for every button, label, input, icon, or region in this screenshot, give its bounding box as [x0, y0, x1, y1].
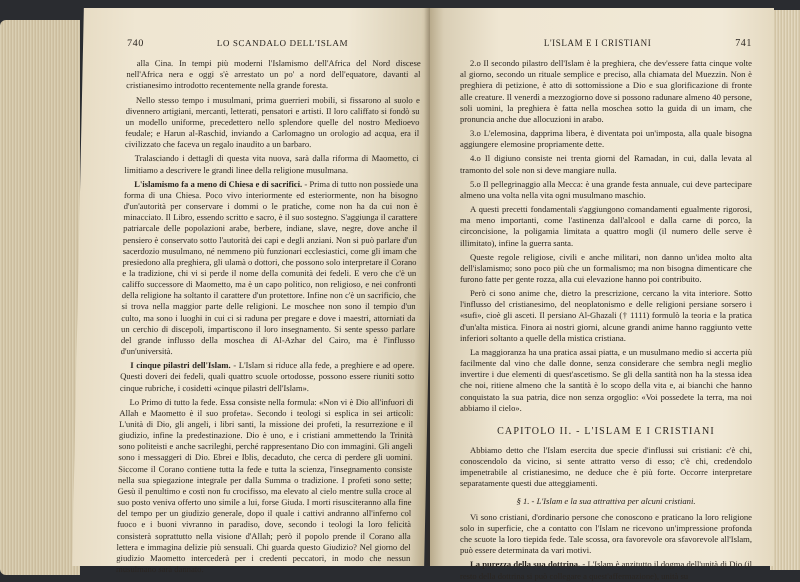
paragraph-subsection: [120, 360, 415, 393]
page-edges-right: [770, 10, 800, 570]
paragraph: Tralasciando i dettagli di questa vita nuova, sarà dalla riforma di Maometto, ci limitiamo a descrivere le grandi linee della religione musulmana.: [124, 153, 419, 175]
paragraph-subsection: [121, 179, 419, 358]
paragraph: Queste regole religiose, civili e anche militari, non danno un'idea molto alta dell'islamismo; sono poco più che un formalismo; ma non bisogna dimenticare che furono fatte per gente rozza, alla cui elevazione hanno poi contribuito.: [460, 251, 752, 284]
page-edges-left: [0, 20, 80, 575]
running-head: [127, 38, 421, 49]
subsection-title: L'islamismo fa a meno di Chiesa e di sacrifici.: [134, 178, 303, 189]
paragraph: La maggioranza ha una pratica assai piatta, e un musulmano medio si accerta più facilmente dal vino che dalle donne, senza considerare che sembra negli meglio invertire i due elementi di quest'ascetismo. Se gli della santità non ha la stessa idea che noi, ritiene almeno che la santità è lo scopo della vita e, ai bianchi che hanno conquistato la sua patria, dice non senza orgoglio: «Voi possedete la terra, ma noi abbiamo il cielo».: [460, 346, 752, 413]
header-title: LO SCANDALO DELL'ISLAM: [216, 38, 349, 48]
subsection-text: - L'Islam si riduce alla fede, a preghiere e ad opere. Questi doveri dei fedeli, quali quattro scuole ortodosse, possono essere riuniti sotto cinque rubriche, i cosidetti «cinque pilastri dell'Islam».: [119, 360, 415, 393]
subsection-text: - Prima di tutto non possiede una forma di una Chiesa. Poco vivo interiormente ed esteriormente, non ha bisogno d'un'autorità per conservare i dommi o le pratiche, come non ha da cui non è minacciato. Il Libro, essendo scritto e sacro, è il suo sostegno. S'aggiunga il carattere patriarcale delle popolazioni arabe, berbere, indiane, slave, negre, dove anche il pensiero è conservato sotto l'autorità dei capi e degli anziani. Non si può parlare d'un sacerdozio musulmano, né nemmeno più funzionari ecclesiastici, come gli imam che presiedono alla preghiera, gli ulamà o dottori, che possono solo interpretare il Corano e la tradizione, chi vi si perde il nome della comunità dei fedeli. E vero che c'è un califfo successore di Maometto, ma è un capo politico, non religioso, e nei confronti della religione ha soltanto il carattere d'un protettore. Infine non c'è un sacrificio, che si trova nella maggior parte delle religioni. Le moschee non sono il tempio d'un culto, ma sono i luoghi in cui ci si raduna per pregare e dove i maestri, attorniati da un cerchio di discepoli, impartiscono il loro insegnamento. Si sente spesso parlare del grande influsso della moschea di Al-Azhar del Cairo, ma è l'influsso d'un'università.: [120, 178, 419, 357]
section-title-text: § 1. - L'Islam e la sua attrattiva per alcuni cristiani.: [516, 495, 696, 506]
subsection-text: - L'Islam è anzitutto il dogma dell'unità di Dio (il resto della dottrina si può collegare a quest'affermazione), unità su: [460, 559, 752, 581]
left-page: [72, 8, 436, 575]
paragraph: 4.o Il digiuno consiste nei trenta giorni del Ramadan, in cui, dalla levata al tramonto del sole non si deve mangiare nulla.: [460, 153, 752, 175]
section-title: [460, 496, 752, 507]
page-number: 741: [735, 38, 752, 49]
paragraph: Abbiamo detto che l'Islam esercita due specie d'influssi sui cristiani: c'è chi, conoscendolo da vicino, si sente attratto verso di esso; c'è chi, credendolo impenetrabile al cristianesimo, ne deduce che è più forte. Occorre interpretare separatamente questi due atteggiamenti.: [460, 445, 752, 489]
paragraph: Nello stesso tempo i musulmani, prima guerrieri mobili, si fissarono al suolo e divennero artigiani, mercanti, letterati, pensatori e artisti. Il loro califfato si fondò su un modello uniforme, precedettero nello splendore quelle del nostro Medioevo feudale; e Harun al-Raschid, inviando a Carlomagno un orologio ad acqua, era il civilizzato che faceva un regalo inaudito a un barbaro.: [124, 94, 421, 150]
paragraph: Però ci sono anime che, dietro la prescrizione, cercano la vita interiore. Sotto l'influsso del cristianesimo, del neoplatonismo e delle religioni persiane sorsero i «sufi», cioè gli asceti. Il persiano Al-Ghazali († 1111) formulò la teoria e la pratica d'un'alta mistica. Finora ai nostri giorni, alcune grandi anime hanno raggiunto vette inferiori soltanto a quelle della mistica cristiana.: [460, 288, 752, 343]
paragraph: Lo Primo di tutto la fede. Essa consiste nella formula: «Non vi è Dio all'infuori di Allah e Maometto è il suo profeta». Secondo i teologi si esplica in sei articoli: L'unità di Dio, gli angeli, i libri santi, la missione dei profeti, la resurrezione e il giudizio, infine la predestinazione. Dio è uno, e i cristiani ammettendo la Trinità sono politeisti e anche sacrileghi, perché rappresentano Dio con immagini. Gli angeli sono i messaggeri di Dio. Ebrei e Iblis, decaduto, che cerca di perdere gli uomini. Siccome il Corano contiene tutta la fede e tutta la scienza, l'insegnamento consiste nella sua spiegazione integrale per dalla Summa o tradizione. I profeti sono sette; Gesù il penultimo e costì non fu crocifisso, ma elevato al cielo mentre sulla croce al suo posto veniva offerto uno simile a lui, forse Giuda. I morti risusciteranno alla fine del tempo per un giudizio generale, dopo il quale i cattivi andranno all'inferno col fuoco e i buoni vivranno in paradiso, dove, secondo i teologi la loro felicità consisterà soprattutto nella visione d'Allah; però il popolo prende il Corano alla lettera e immagina delizie più sensuali. Chi guarda questo Giudizio? Nel giorno del giudizio Maometto intercederà per i credenti peccatori, in modo che nessun musulmano sarà dannato.: [115, 396, 414, 575]
paragraph-subsection: [460, 559, 752, 581]
running-head: [460, 38, 752, 49]
subsection-title: La purezza della sua dottrina.: [470, 559, 581, 570]
paragraph: alla Cina. In tempi più moderni l'Islamismo dell'Africa del Nord discese nell'Africa nera e oggi s'è arrestato un po' a nord dell'equatore, davanti al cristianesimo introdotto recentemente nella grande foresta.: [126, 58, 421, 91]
paragraph: 3.o L'elemosina, dapprima libera, è diventata poi un'imposta, alla quale bisogna aggiungere elemosine propriamente dette.: [460, 128, 752, 150]
paragraph: Vi sono cristiani, d'ordinario persone che conoscono e praticano la loro religione solo in superficie, che a contatto con l'Islam ne ricevono un'impressione profonda che scuote la loro tiepida fede. Tale scossa, ora favorevole ora sfavorevole all'Islam, può essere determinata da vari motivi.: [460, 511, 752, 556]
subsection-title: I cinque pilastri dell'Islam.: [130, 360, 231, 371]
paragraph: 2.o Il secondo pilastro dell'Islam è la preghiera, che dev'essere fatta cinque volte al giorno, secondo un rituale semplice e preciso, alla chiamata del Muezzin. Non è preghiera di petizione, è atto di sottomissione a Dio e sua glorificazione di fronte alle creature. Il venerdì a mezzogiorno dove si possono radunare almeno 40 persone, soli uomini, la preghiera è fatta nella moschea sotto la guida di un imam, che pronuncia anche due allocuzioni in arabo.: [460, 58, 752, 124]
paragraph: 5.o Il pellegrinaggio alla Mecca: è una grande festa annuale, cui deve partecipare almeno una volta nella vita ogni musulmano maschio.: [460, 178, 752, 200]
header-title: L'ISLAM E I CRISTIANI: [543, 38, 652, 48]
page-number: 740: [126, 38, 145, 49]
right-page: [430, 8, 774, 581]
chapter-title: CAPITOLO II. - L'ISLAM E I CRISTIANI: [497, 425, 715, 437]
paragraph: A questi precetti fondamentali s'aggiungono comandamenti egualmente rigorosi, ma meno importanti, come l'astinenza dall'alcool e dalla carne di porco, la circoncisione, la poligamia limitata a quattro mogli (il numero delle serve è illimitato), infine la guerra santa.: [460, 204, 752, 248]
